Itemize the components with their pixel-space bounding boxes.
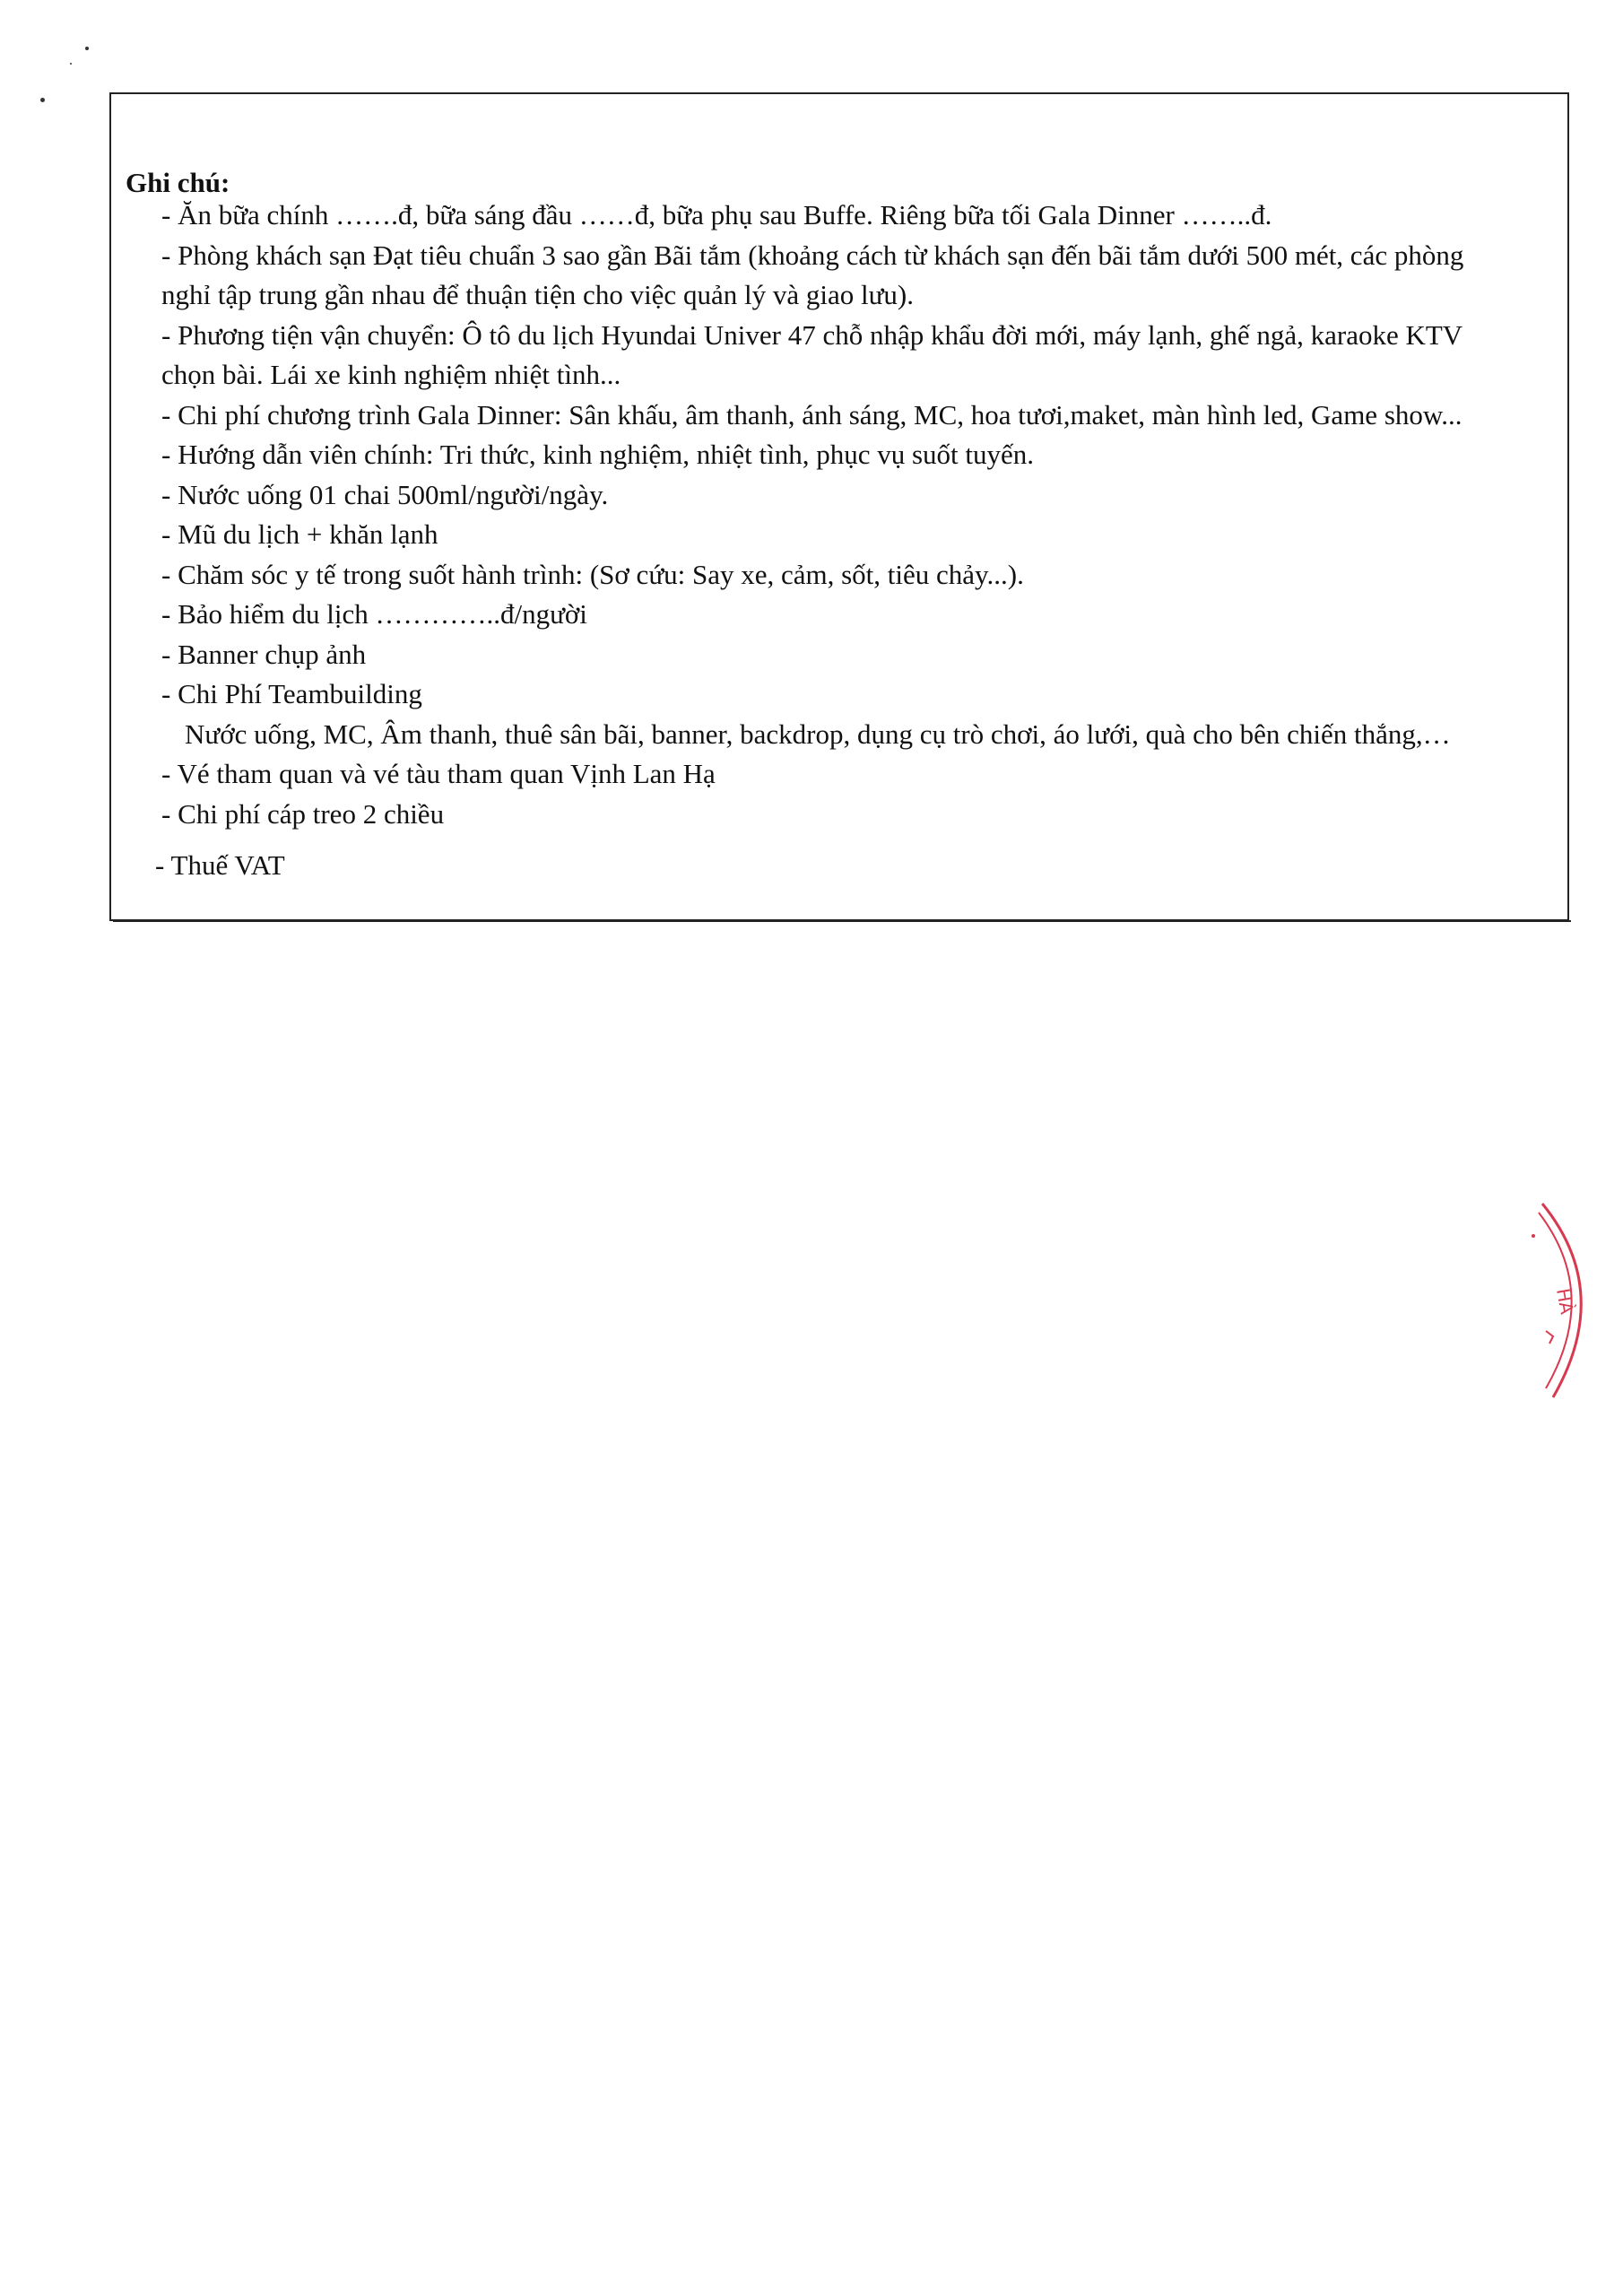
- scan-speck: [70, 63, 72, 65]
- notes-list: [155, 196, 1560, 886]
- scan-speck: [85, 47, 89, 50]
- note-item-gala-dinner: - Chi phí chương trình Gala Dinner: Sân khấu, âm thanh, ánh sáng, MC, hoa tươi,maket, màn hình led, Game show...: [161, 398, 1462, 430]
- notes-box-bottom-border: [113, 920, 1571, 922]
- note-item-sightseeing-tickets: - Vé tham quan và vé tàu tham quan Vịnh Lan Hạ: [161, 758, 716, 789]
- note-item-teambuilding-detail: Nước uống, MC, Âm thanh, thuê sân bãi, banner, backdrop, dụng cụ trò chơi, áo lưới, quà cho bên chiến thắng,…: [185, 718, 1451, 750]
- note-item-transport: - Phương tiện vận chuyển: Ô tô du lịch Hyundai Univer 47 chỗ nhập khẩu đời mới, máy lạnh, ghế ngả, karaoke KTV chọn bài. Lái xe kinh nghiệm nhiệt tình...: [161, 318, 1462, 390]
- note-item-teambuilding: - Chi Phí Teambuilding: [161, 678, 422, 709]
- company-seal-stamp: [1488, 1193, 1605, 1408]
- note-item-insurance: - Bảo hiểm du lịch …………..đ/người: [161, 598, 587, 630]
- notes-title: Ghi chú:: [126, 167, 230, 198]
- note-item-cable-car: - Chi phí cáp treo 2 chiều: [161, 797, 445, 830]
- note-item-banner: - Banner chụp ảnh: [161, 638, 367, 670]
- note-item-hat-towel: - Mũ du lịch + khăn lạnh: [161, 518, 438, 550]
- note-item-drinking-water: - Nước uống 01 chai 500ml/người/ngày.: [161, 478, 609, 510]
- note-item-hotel: - Phòng khách sạn Đạt tiêu chuẩn 3 sao gần Bãi tắm (khoảng cách từ khách sạn đến bãi tắm dưới 500 mét, các phòng nghỉ tập trung gần nhau để thuận tiện cho việc quản lý và giao lưu).: [161, 239, 1464, 310]
- seal-text: HÀ: [1552, 1286, 1578, 1317]
- scan-speck: [40, 98, 45, 102]
- note-item-vat: - Thuế VAT: [155, 849, 285, 881]
- note-item-meals: - Ăn bữa chính …….đ, bữa sáng đầu ……đ, bữa phụ sau Buffe. Riêng bữa tối Gala Dinner ……..đ.: [161, 199, 1272, 230]
- note-item-tour-guide: - Hướng dẫn viên chính: Tri thức, kinh nghiệm, nhiệt tình, phục vụ suốt tuyến.: [161, 439, 1035, 470]
- note-item-medical-care: - Chăm sóc y tế trong suốt hành trình: (Sơ cứu: Say xe, cảm, sốt, tiêu chảy...).: [161, 558, 1024, 590]
